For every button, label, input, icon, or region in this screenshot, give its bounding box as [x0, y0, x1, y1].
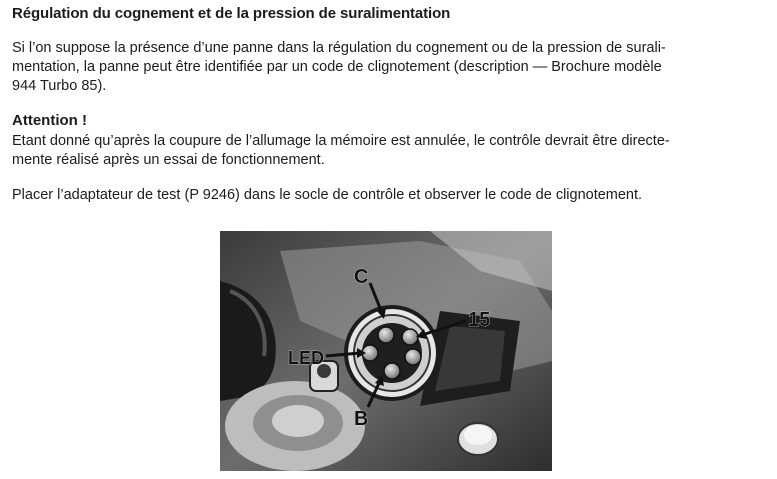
label-led: LED [288, 348, 324, 368]
label-c: C [354, 266, 369, 288]
photo-illustration [220, 231, 552, 471]
intro-line-2: mentation, la panne peut être identifiée par un code de clignotement (description — Brochure modèle [12, 59, 662, 75]
test-socket-photo [220, 231, 552, 471]
intro-line-1: Si l’on suppose la présence d’une panne dans la régulation du cognement ou de la pression de surali- [12, 40, 666, 56]
instruction-paragraph: Placer l’adaptateur de test (P 9246) dans le socle de contrôle et observer le code de clignotement. [12, 187, 643, 203]
intro-paragraph [12, 39, 767, 96]
attention-line-1: Etant donné qu’après la coupure de l’allumage la mémoire est annulée, le contrôle devrait être directe- [12, 133, 670, 149]
attention-heading: Attention ! [12, 112, 87, 129]
intro-line-3: 944 Turbo 85). [12, 78, 107, 94]
section-title: Régulation du cognement et de la pression de suralimentation [12, 5, 451, 22]
attention-paragraph [12, 132, 767, 170]
label-15: 15 [468, 309, 491, 331]
attention-line-2: mente réalisé après un essai de fonctionnement. [12, 152, 325, 168]
label-b: B [354, 408, 369, 430]
